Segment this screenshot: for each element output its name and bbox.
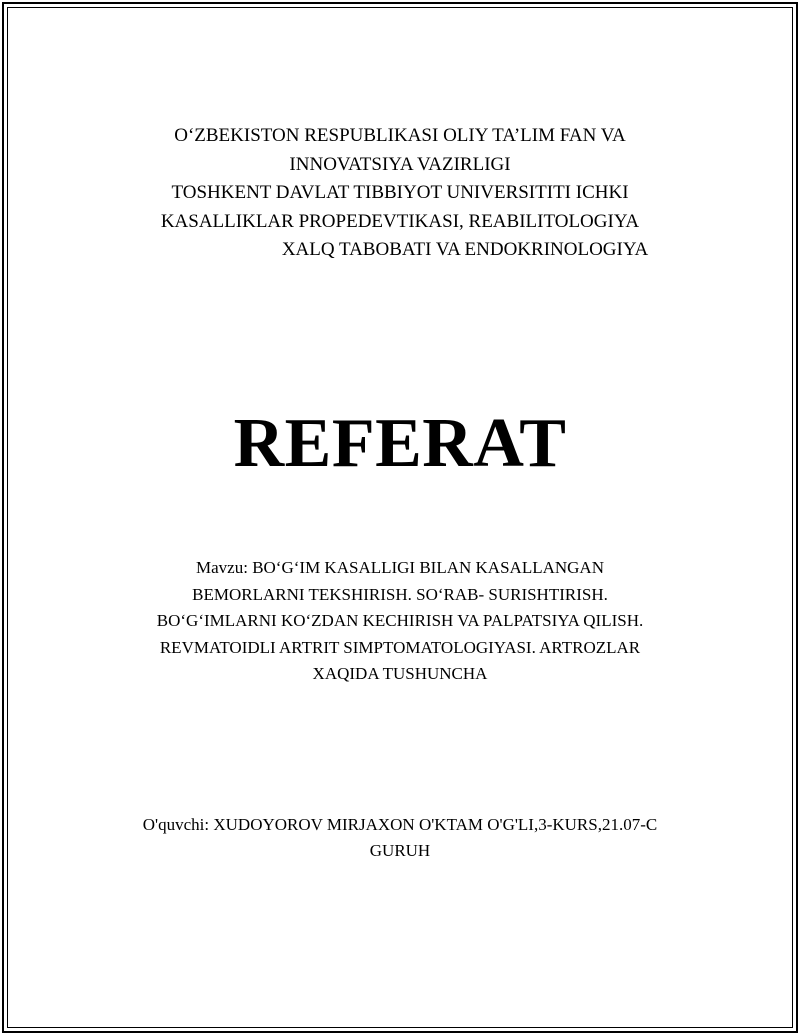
topic-block bbox=[0, 555, 800, 688]
header-line: KASALLIKLAR PROPEDEVTIKASI, REABILITOLOGIYA bbox=[160, 210, 640, 232]
student-line: O'quvchi: XUDOYOROV MIRJAXON O'KTAM O'G'LI,3-KURS,21.07-C bbox=[142, 815, 658, 834]
topic-line: BO‘G‘IMLARNI KO‘ZDAN KECHIRISH VA PALPATSIYA QILISH. bbox=[156, 611, 644, 630]
topic-line: BEMORLARNI TEKSHIRISH. SO‘RAB- SURISHTIRISH. bbox=[192, 584, 608, 604]
institution-header bbox=[0, 122, 800, 265]
topic-line: XAQIDA TUSHUNCHA bbox=[312, 664, 488, 683]
header-line: XALQ TABOBATI VA ENDOKRINOLOGIYA bbox=[281, 239, 649, 260]
header-line: TOSHKENT DAVLAT TIBBIYOT UNIVERSITITI ICHKI bbox=[171, 182, 629, 203]
topic-line: REVMATOIDLI ARTRIT SIMPTOMATOLOGIYASI. ARTROZLAR bbox=[159, 637, 641, 657]
header-line: O‘ZBEKISTON RESPUBLIKASI OLIY TA’LIM FAN VA bbox=[174, 125, 626, 146]
header-line: INNOVATSIYA VAZIRLIGI bbox=[289, 153, 511, 175]
topic-line: Mavzu: BO‘G‘IM KASALLIGI BILAN KASALLANGAN bbox=[196, 558, 604, 577]
student-line: GURUH bbox=[369, 841, 431, 860]
student-info bbox=[0, 812, 800, 864]
document-title: REFERAT bbox=[233, 405, 567, 482]
